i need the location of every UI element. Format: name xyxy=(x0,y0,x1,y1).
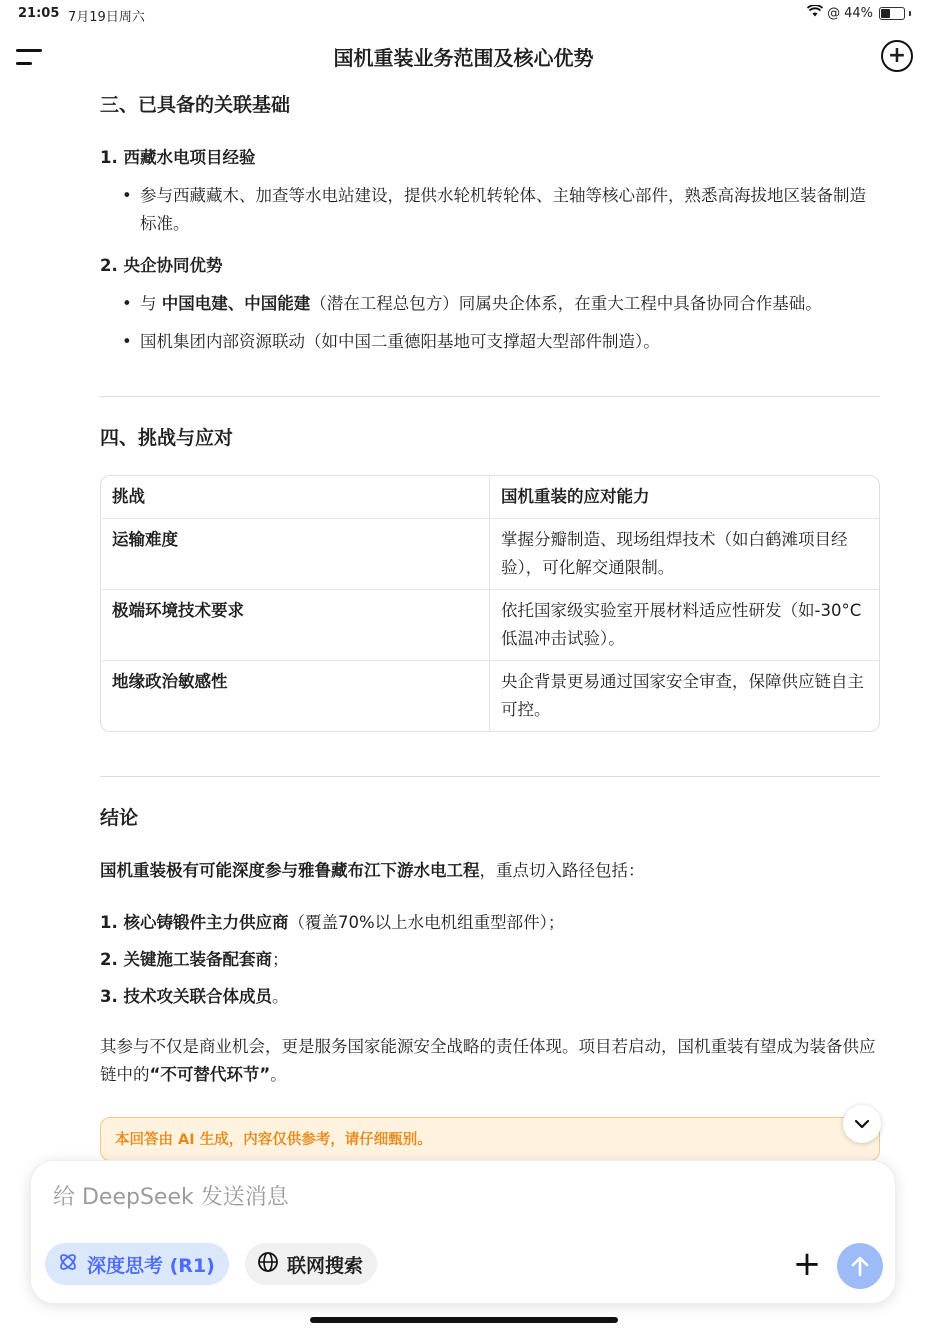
table-cell: 依托国家级实验室开展材料适应性研发（如-30°C低温冲击试验）。 xyxy=(490,590,879,661)
send-button[interactable] xyxy=(837,1243,883,1289)
chevron-down-icon xyxy=(854,1119,870,1129)
bullet-dot-icon: • xyxy=(122,186,132,205)
table-header-cell: 国机重装的应对能力 xyxy=(490,476,879,519)
table-header-row xyxy=(101,476,879,519)
attach-button[interactable] xyxy=(789,1244,825,1284)
table-cell: 运输难度 xyxy=(101,519,490,590)
conclusion-list xyxy=(100,909,880,1011)
wifi-icon xyxy=(807,5,823,21)
table-cell: 掌握分瓣制造、现场组焊技术（如白鹤滩项目经验），可化解交通限制。 xyxy=(490,519,879,590)
message-input[interactable] xyxy=(53,1179,753,1215)
new-chat-button[interactable] xyxy=(881,40,913,72)
table-cell: 地缘政治敏感性 xyxy=(101,661,490,731)
table-row xyxy=(101,590,879,661)
bullet-dot-icon: • xyxy=(122,294,132,313)
list-item-title: 2. 央企协同优势 xyxy=(100,256,223,275)
ai-disclaimer: 本回答由 AI 生成，内容仅供参考，请仔细甄别。 xyxy=(100,1117,880,1161)
deep-think-label: 深度思考 (R1) xyxy=(87,1254,215,1277)
web-search-toggle[interactable] xyxy=(245,1243,377,1285)
atom-icon xyxy=(57,1251,79,1278)
table-row xyxy=(101,519,879,590)
list-item: 3. 技术攻关联合体成员。 xyxy=(100,987,289,1006)
message-composer xyxy=(30,1160,896,1304)
web-search-label: 联网搜索 xyxy=(287,1254,364,1277)
table-row xyxy=(101,661,879,731)
plus-icon: + xyxy=(792,1244,822,1284)
assistant-message xyxy=(100,86,880,1160)
divider xyxy=(100,396,880,397)
battery-icon xyxy=(879,7,905,20)
home-indicator xyxy=(310,1317,618,1323)
battery-tip xyxy=(909,11,911,16)
status-indicators xyxy=(807,5,911,21)
bullet-item: • 参与西藏藏木、加查等水电站建设，提供水轮机转轮体、主轴等核心部件，熟悉高海拔地区装备制造标准。 xyxy=(100,182,880,238)
globe-icon xyxy=(257,1251,279,1278)
list-item-title: 1. 西藏水电项目经验 xyxy=(100,148,256,167)
divider xyxy=(100,776,880,777)
page-title: 国机重装业务范围及核心优势 xyxy=(333,46,594,70)
section-heading: 四、挑战与应对 xyxy=(100,427,234,449)
plus-icon: + xyxy=(887,43,907,68)
battery-percent: 44% xyxy=(844,5,873,21)
status-bar xyxy=(0,0,927,28)
bullet-dot-icon: • xyxy=(122,332,132,351)
table-cell: 极端环境技术要求 xyxy=(101,590,490,661)
top-nav xyxy=(0,36,927,80)
deep-think-toggle[interactable] xyxy=(45,1243,229,1285)
conclusion-lead: 国机重装极有可能深度参与雅鲁藏布江下游水电工程，重点切入路径包括： xyxy=(100,861,645,880)
bullet-item: • 国机集团内部资源联动（如中国二重德阳基地可支撑超大型部件制造）。 xyxy=(100,328,880,356)
list-item: 1. 核心铸锻件主力供应商（覆盖70%以上水电机组重型部件）； xyxy=(100,913,565,932)
section-heading: 三、已具备的关联基础 xyxy=(100,94,291,116)
arrow-up-icon xyxy=(850,1255,870,1277)
scroll-to-bottom-button[interactable] xyxy=(843,1105,881,1143)
status-date: 7月19日周六 xyxy=(68,10,145,25)
challenge-table xyxy=(100,475,880,732)
bullet-item: • 与 中国电建、中国能建（潜在工程总包方）同属央企体系，在重大工程中具备协同合作基础。 xyxy=(100,290,880,318)
section-heading: 结论 xyxy=(100,807,139,829)
table-cell: 央企背景更易通过国家安全审查，保障供应链自主可控。 xyxy=(501,672,864,719)
location-icon: @ xyxy=(827,5,841,21)
conclusion-final: 其参与不仅是商业机会，更是服务国家能源安全战略的责任体现。项目若启动，国机重装有望成为装备供应链中的“不可替代环节”。 xyxy=(100,1037,876,1084)
table-header-cell: 挑战 xyxy=(101,476,490,519)
battery-fill xyxy=(881,9,890,18)
status-time: 21:05 xyxy=(18,6,60,21)
list-item: 2. 关键施工装备配套商； xyxy=(100,950,289,969)
